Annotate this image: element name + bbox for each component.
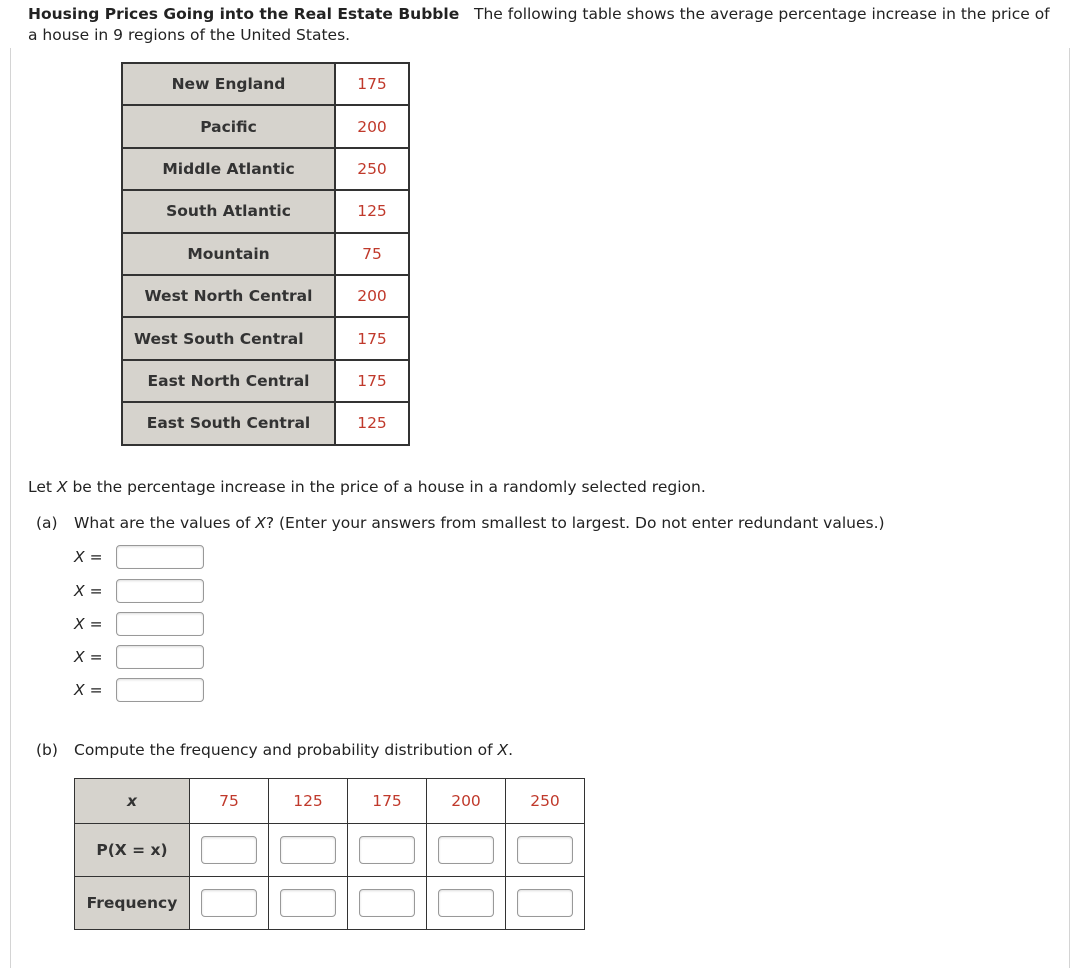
region-value: 175 bbox=[335, 360, 409, 402]
region-value: 250 bbox=[335, 148, 409, 190]
part-a-label: (a) bbox=[36, 514, 58, 532]
problem-title: Housing Prices Going into the Real Estate Bubble bbox=[28, 5, 460, 23]
x-value-label bbox=[74, 648, 114, 666]
frequency-cell bbox=[269, 877, 348, 930]
table-row bbox=[122, 105, 409, 147]
frequency-input-75[interactable] bbox=[201, 889, 257, 917]
equals-sign: = bbox=[89, 681, 103, 699]
x-value-row bbox=[74, 648, 114, 678]
frequency-cell bbox=[427, 877, 506, 930]
part-a-text-before: What are the values of bbox=[74, 514, 256, 532]
table-row bbox=[122, 317, 409, 359]
x-value-label bbox=[74, 582, 114, 600]
x-var: X bbox=[74, 615, 85, 633]
frequency-input-175[interactable] bbox=[359, 889, 415, 917]
frequency-input-125[interactable] bbox=[280, 889, 336, 917]
region-value: 75 bbox=[335, 233, 409, 275]
region-value: 200 bbox=[335, 275, 409, 317]
table-row bbox=[122, 402, 409, 444]
table-row bbox=[122, 233, 409, 275]
x-value-cell: 75 bbox=[190, 779, 269, 824]
let-text-before: Let bbox=[28, 478, 57, 496]
region-name: South Atlantic bbox=[122, 190, 335, 232]
table-row bbox=[122, 63, 409, 105]
probability-row-header: P(X = x) bbox=[75, 824, 190, 877]
x-value-input-1[interactable] bbox=[116, 545, 204, 569]
equals-sign: = bbox=[89, 582, 103, 600]
x-value-row bbox=[74, 582, 114, 612]
x-value-row bbox=[74, 681, 114, 711]
x-value-label bbox=[74, 615, 114, 633]
region-name: West South Central bbox=[122, 317, 335, 359]
table-row bbox=[122, 148, 409, 190]
equals-sign: = bbox=[89, 648, 103, 666]
region-name: Middle Atlantic bbox=[122, 148, 335, 190]
region-name: Mountain bbox=[122, 233, 335, 275]
part-b-question bbox=[36, 741, 513, 759]
region-name: West North Central bbox=[122, 275, 335, 317]
table-row bbox=[75, 779, 585, 824]
probability-cell bbox=[427, 824, 506, 877]
region-value: 200 bbox=[335, 105, 409, 147]
probability-input-250[interactable] bbox=[517, 836, 573, 864]
x-value-label bbox=[74, 681, 114, 699]
table-row bbox=[75, 824, 585, 877]
region-value: 175 bbox=[335, 63, 409, 105]
x-value-input-5[interactable] bbox=[116, 678, 204, 702]
distribution-table bbox=[74, 778, 585, 930]
x-value-cell: 200 bbox=[427, 779, 506, 824]
frequency-input-200[interactable] bbox=[438, 889, 494, 917]
part-a-question bbox=[36, 514, 885, 532]
x-var: X bbox=[74, 582, 85, 600]
x-value-row bbox=[74, 548, 114, 578]
probability-input-75[interactable] bbox=[201, 836, 257, 864]
x-var: X bbox=[74, 548, 85, 566]
frequency-row-header: Frequency bbox=[75, 877, 190, 930]
region-name: Pacific bbox=[122, 105, 335, 147]
region-value: 125 bbox=[335, 190, 409, 232]
region-value: 175 bbox=[335, 317, 409, 359]
frequency-cell bbox=[506, 877, 585, 930]
x-value-input-4[interactable] bbox=[116, 645, 204, 669]
region-value: 125 bbox=[335, 402, 409, 444]
x-var: X bbox=[74, 681, 85, 699]
regions-table bbox=[121, 62, 410, 446]
part-b-text-before: Compute the frequency and probability distribution of bbox=[74, 741, 498, 759]
frequency-cell bbox=[190, 877, 269, 930]
table-row bbox=[75, 877, 585, 930]
equals-sign: = bbox=[89, 548, 103, 566]
problem-description: The following table shows the average percentage increase in the price of a house in 9 regions of the United States. bbox=[28, 5, 1050, 44]
x-value-cell: 125 bbox=[269, 779, 348, 824]
x-value-cell: 250 bbox=[506, 779, 585, 824]
probability-cell bbox=[190, 824, 269, 877]
equals-sign: = bbox=[89, 615, 103, 633]
part-b-label: (b) bbox=[36, 741, 58, 759]
let-variable: X bbox=[56, 478, 68, 496]
region-name: East South Central bbox=[122, 402, 335, 444]
region-name: New England bbox=[122, 63, 335, 105]
x-row-header: x bbox=[75, 779, 190, 824]
probability-cell bbox=[348, 824, 427, 877]
region-name: East North Central bbox=[122, 360, 335, 402]
x-value-input-2[interactable] bbox=[116, 579, 204, 603]
let-text-after: be the percentage increase in the price of a house in a randomly selected region. bbox=[67, 478, 706, 496]
table-row bbox=[122, 360, 409, 402]
x-var: X bbox=[74, 648, 85, 666]
part-b-variable: X bbox=[497, 741, 509, 759]
let-statement bbox=[28, 478, 706, 496]
table-row bbox=[122, 190, 409, 232]
part-b-text-after: . bbox=[508, 741, 514, 759]
part-a-text-after: ? (Enter your answers from smallest to largest. Do not enter redundant values.) bbox=[265, 514, 885, 532]
problem-header bbox=[28, 4, 1058, 46]
x-value-input-3[interactable] bbox=[116, 612, 204, 636]
table-row bbox=[122, 275, 409, 317]
probability-input-125[interactable] bbox=[280, 836, 336, 864]
frequency-input-250[interactable] bbox=[517, 889, 573, 917]
probability-input-200[interactable] bbox=[438, 836, 494, 864]
probability-input-175[interactable] bbox=[359, 836, 415, 864]
probability-cell bbox=[506, 824, 585, 877]
probability-cell bbox=[269, 824, 348, 877]
frequency-cell bbox=[348, 877, 427, 930]
x-value-cell: 175 bbox=[348, 779, 427, 824]
part-a-variable: X bbox=[255, 514, 266, 532]
x-value-row bbox=[74, 615, 114, 645]
x-value-label bbox=[74, 548, 114, 566]
